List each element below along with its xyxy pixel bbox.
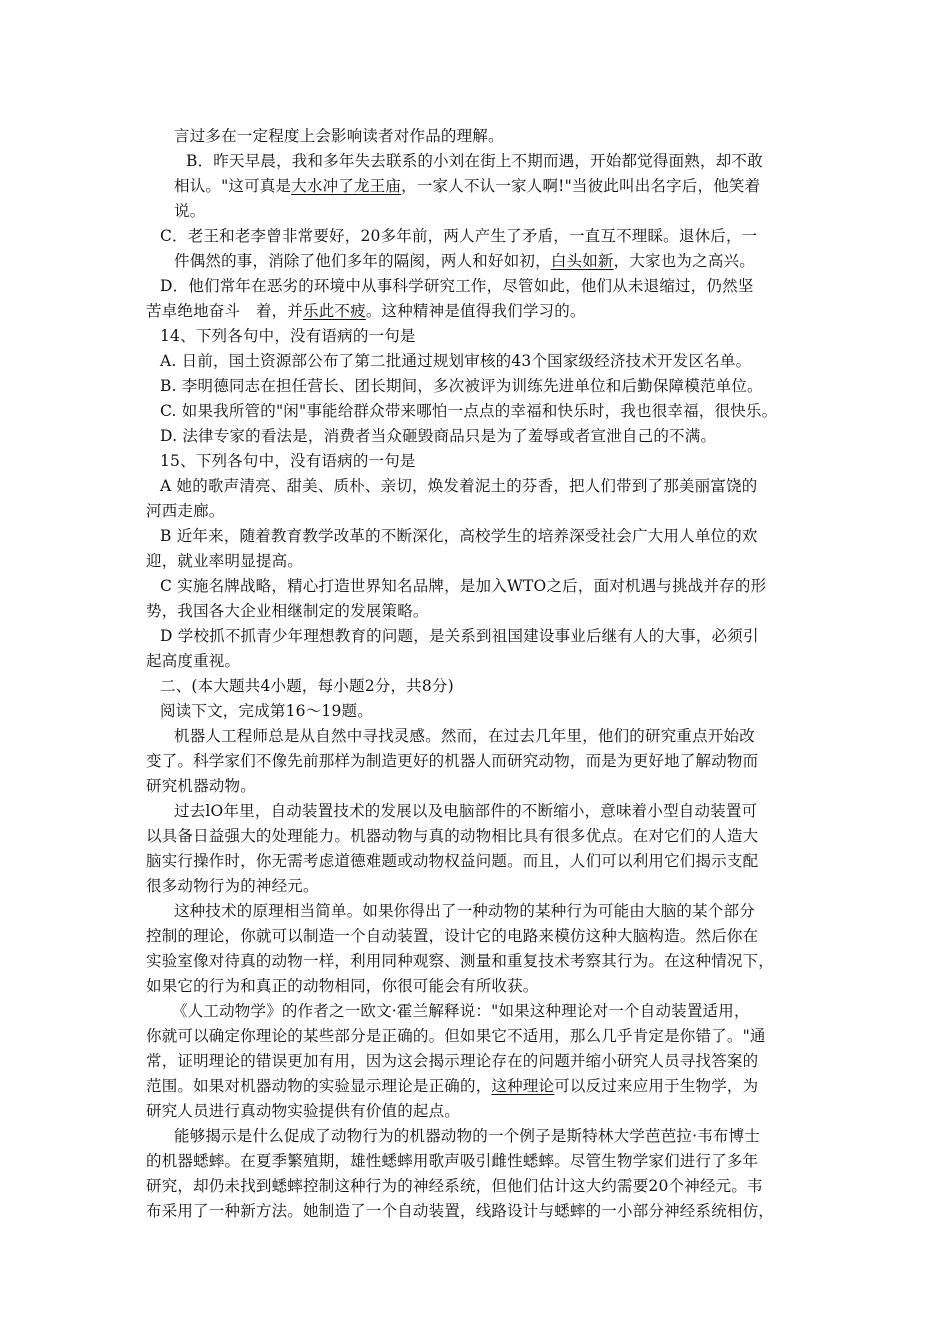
passage-line: 范围。如果对机器动物的实验显示理论是正确的，这种理论可以反过来应用于生物学，为 (146, 1077, 759, 1095)
q15-option-b-line2: 迎，就业率明显提高。 (146, 552, 304, 570)
underlined-idiom: 大水冲了龙王庙 (291, 177, 402, 195)
option-d-line2: 苦卓绝地奋斗 着，并乐此不疲。这种精神是值得我们学习的。 (146, 302, 586, 320)
passage-paragraph-3: 这种技术的原理相当简单。如果你得出了一种动物的某种行为可能由大脑的某个部分 (174, 902, 755, 920)
passage-paragraph-4: 《人工动物学》的作者之一欧文·霍兰解释说："如果这种理论对一个自动装置适用， (172, 1002, 750, 1020)
passage-line: 常，证明理论的错误更加有用，因为这会揭示理论存在的问题并缩小研究人员寻找答案的 (146, 1052, 759, 1070)
passage-line: 研究人员进行真动物实验提供有价值的起点。 (146, 1102, 461, 1120)
q15-option-c: C 实施名牌战略，精心打造世界知名品牌，是加入WTO之后，面对机遇与挑战并存的形 (160, 577, 767, 595)
passage-line: 控制的理论，你就可以制造一个自动装置，设计它的电路来模仿这种大脑构造。然后你在 (146, 927, 759, 945)
q15-option-a: A 她的歌声清亮、甜美、质朴、亲切，焕发着泥土的芬香，把人们带到了那美丽富饶的 (160, 477, 758, 495)
q14-option-b: B. 李明德同志在担任营长、团长期间，多次被评为训练先进单位和后勤保障模范单位。 (160, 377, 763, 395)
option-b-line3: 说。 (174, 202, 206, 220)
underlined-idiom: 乐此不疲 (303, 302, 366, 320)
passage-line: 你就可以确定你理论的某些部分是正确的。但如果它不适用，那么几乎肯定是你错了。"通 (146, 1027, 766, 1045)
passage-line: 如果它的行为和真正的动物相同，你很可能会有所收获。 (146, 977, 539, 995)
q15-option-a-line2: 河西走廊。 (146, 502, 225, 520)
option-c: C．老王和老李曾非常要好，20多年前，两人产生了矛盾，一直互不理睬。退休后，一 (160, 227, 758, 245)
question-15: 15、下列各句中，没有语病的一句是 (160, 452, 416, 470)
passage-line: 研究，却仍未找到蟋蟀控制这种行为的神经系统，但他们估计这大约需要20个神经元。韦 (146, 1177, 763, 1195)
option-d: D．他们常年在恶劣的环境中从事科学研究工作，尽管如此，他们从未退缩过，仍然坚 (160, 277, 754, 295)
q15-option-c-line2: 势，我国各大企业相继制定的发展策略。 (146, 602, 429, 620)
underlined-idiom: 白头如新 (550, 252, 614, 270)
passage-line: 很多动物行为的神经元。 (146, 877, 319, 895)
passage-line: 脑实行操作时，你无需考虑道德难题或动物权益问题。而且，人们可以利用它们揭示支配 (146, 852, 759, 870)
reading-instruction: 阅读下文，完成第16～19题。 (160, 702, 373, 720)
option-c-line2: 件偶然的事，消除了他们多年的隔阂，两人和好如初，白头如新，大家也为之高兴。 (174, 252, 755, 270)
q15-option-d: D 学校抓不抓青少年理想教育的问题，是关系到祖国建设事业后继有人的大事，必须引 (160, 627, 759, 645)
q14-option-d: D. 法律专家的看法是，消费者当众砸毁商品只是为了羞辱或者宣泄自己的不满。 (160, 427, 717, 445)
passage-paragraph-1: 机器人工程师总是从自然中寻找灵感。然而，在过去几年里，他们的研究重点开始改 (174, 727, 755, 745)
passage-paragraph-5: 能够揭示是什么促成了动物行为的机器动物的一个例子是斯特林大学芭芭拉·韦布博士 (174, 1127, 761, 1145)
passage-line: 的机器蟋蟀。在夏季繁殖期，雄性蟋蟀用歌声吸引雌性蟋蟀。尽管生物学家们进行了多年 (146, 1152, 759, 1170)
q14-option-c: C. 如果我所管的"闲"事能给群众带来哪怕一点点的幸福和快乐时，我也很幸福，很快乐。 (160, 402, 778, 420)
passage-line: 以具备日益强大的处理能力。机器动物与真的动物相比具有很多优点。在对它们的人造大 (146, 827, 759, 845)
option-a-continuation: 言过多在一定程度上会影响读者对作品的理解。 (174, 127, 504, 145)
option-b-line2: 相认。"这可真是大水冲了龙王庙，一家人不认一家人啊!"当彼此叫出名字后，他笑着 (174, 177, 761, 195)
question-14: 14、下列各句中，没有语病的一句是 (160, 327, 416, 345)
q15-option-d-line2: 起高度重视。 (146, 652, 241, 670)
q14-option-a: A. 日前，国土资源部公布了第二批通过规划审核的43个国家级经济技术开发区名单。 (160, 352, 752, 370)
passage-line: 布采用了一种新方法。她制造了一个自动装置，线路设计与蟋蟀的一小部分神经系统相仿， (146, 1202, 775, 1220)
underlined-phrase: 这种理论 (491, 1077, 555, 1095)
passage-line: 变了。科学家们不像先前那样为制造更好的机器人而研究动物，而是为更好地了解动物而 (146, 752, 759, 770)
passage-line: 研究机器动物。 (146, 777, 256, 795)
option-b: B．昨天早晨，我和多年失去联系的小刘在街上不期而遇，开始都觉得面熟，却不敢 (186, 152, 763, 170)
passage-paragraph-2: 过去lO年里，自动装置技术的发展以及电脑部件的不断缩小，意味着小型自动装置可 (174, 802, 758, 820)
section-heading: 二、(本大题共4小题，每小题2分，共8分) (160, 677, 454, 695)
passage-line: 实验室像对待真的动物一样，利用同种观察、测量和重复技术考察其行为。在这种情况下， (146, 952, 775, 970)
q15-option-b: B 近年来，随着教育教学改革的不断深化，高校学生的培养深受社会广大用人单位的欢 (160, 527, 758, 545)
